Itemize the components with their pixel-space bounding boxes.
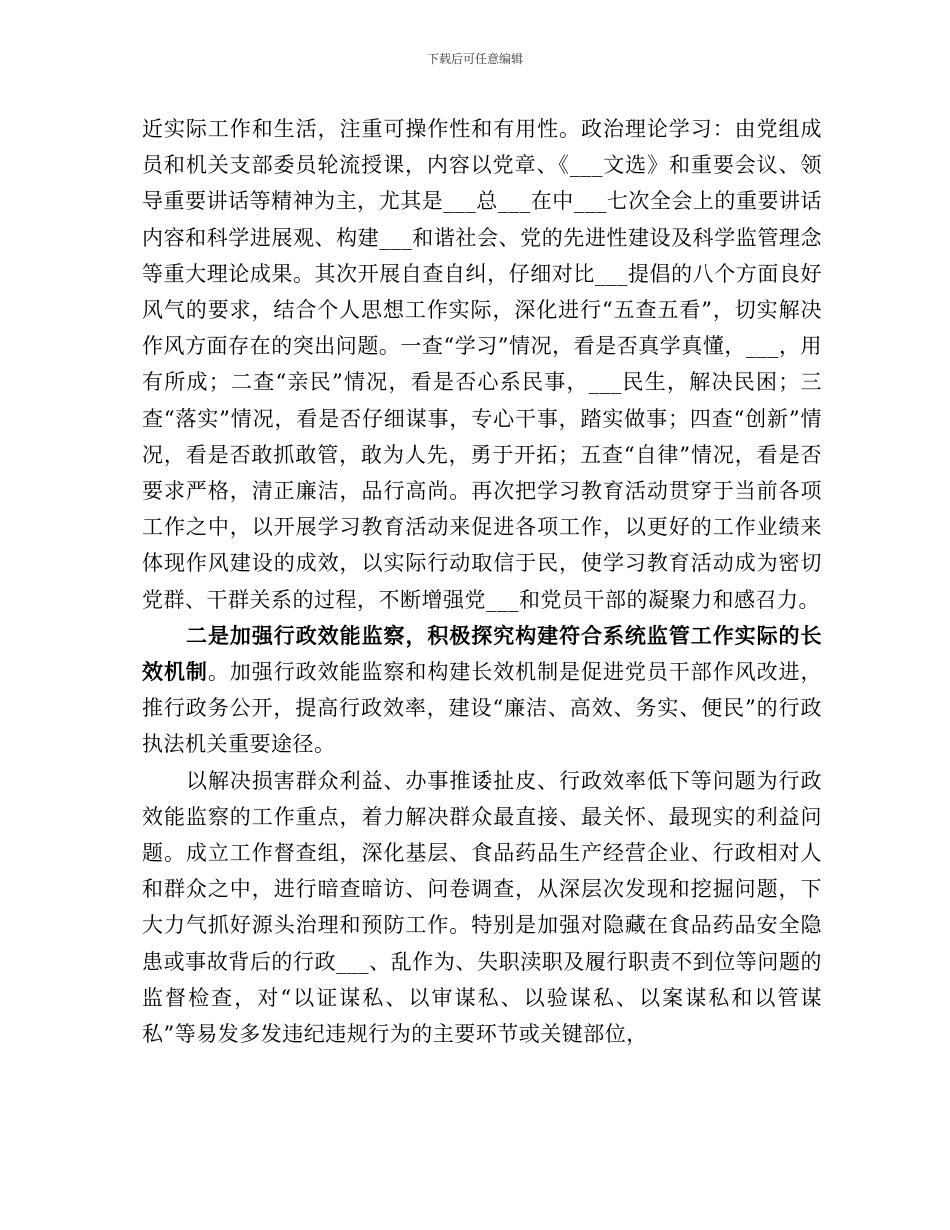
paragraph-heading-bold: 二是加强行政效能监察，积极探究构建符合系统监管工作实际的长效机制 — [142, 622, 822, 685]
paragraph-body-text: 。加强行政效能监察和构建长效机制是促进党员干部作风改进，推行政务公开，提高行政效率，建设“廉洁、高效、务实、便民”的行政执法机关重要途径。 — [142, 660, 823, 757]
paragraph-efficiency-supervision — [142, 618, 822, 763]
paragraph-supervision-focus: 以解决损害群众利益、办事推诿扯皮、行政效率低下等问题为行政效能监察的工作重点，着力解决群众最直接、最关怀、最现实的利益问题。成立工作督查组，深化基层、食品药品生产经营企业、行政相对人和群众之中，进行暗查暗访、问卷调查，从深层次发现和挖掘问题，下大力气抓好源头治理和预防工作。特别是加强对隐藏在食品药品安全隐患或事故背后的行政___、乱作为、失职渎职及履行职责不到位等问题的监督检查，对“以证谋私、以审谋私、以验谋私、以案谋私和以管谋私”等易发多发违纪违规行为的主要环节或关键部位， — [142, 768, 822, 1047]
paragraph-study-self-check: 近实际工作和生活，注重可操作性和有用性。政治理论学习：由党组成员和机关支部委员轮流授课，内容以党章、《___文选》和重要会议、领导重要讲话等精神为主，尤其是___总___在中___七次全会上的重要讲话内容和科学进展观、构建___和谐社会、党的先进性建设及科学监管理念等重大理论成果。其次开展自查自纠，仔细对比___提倡的八个方面良好风气的要求，结合个人思想工作实际，深化进行“五查五看”，切实解决作风方面存在的突出问题。一查“学习”情况，看是否真学真懂，___，用有所成；二查“亲民”情况，看是否心系民事，___民生，解决民困；三查“落实”情况，看是否仔细谋事，专心干事，踏实做事；四查“创新”情况，看是否敢抓敢管，敢为人先，勇于开拓；五查“自律”情况，看是否要求严格，清正廉洁，品行高尚。再次把学习教育活动贯穿于当前各项工作之中，以开展学习教育活动来促进各项工作，以更好的工作业绩来体现作风建设的成效，以实际行动取信于民，使学习教育活动成为密切党群、干群关系的过程，不断增强党___和党员干部的凝聚力和感召力。 — [142, 117, 822, 612]
document-body — [142, 111, 822, 1052]
page-header-note: 下载后可任意编辑 — [426, 52, 523, 66]
